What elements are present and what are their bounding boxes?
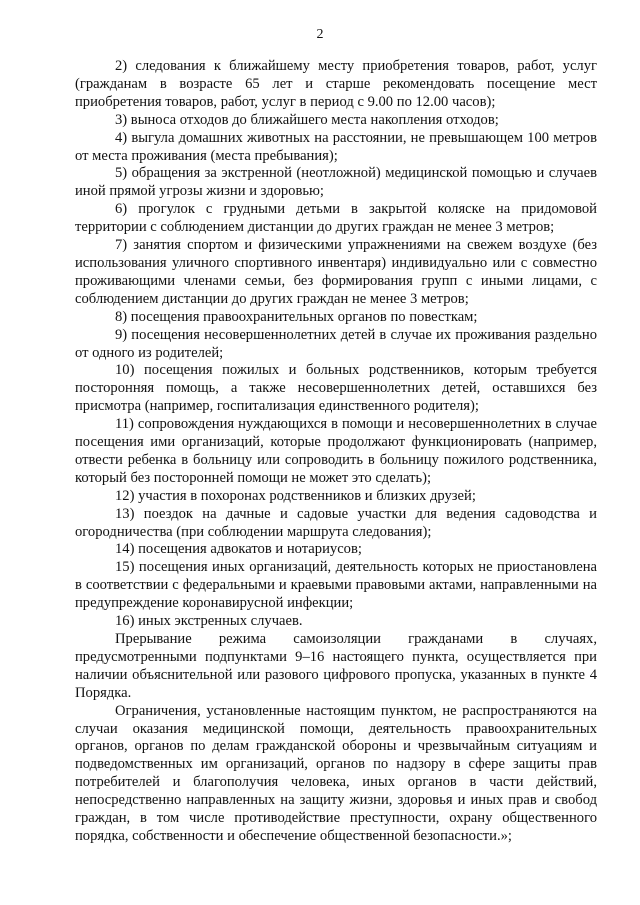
paragraph-item-10: 10) посещения пожилых и больных родственников, которым требуется посторонняя помощь, а также несовершеннолетних детей, оставшихся без присмотра (например, госпитализация единственного родителя);	[75, 362, 597, 415]
paragraph-item-7: 7) занятия спортом и физическими упражнениями на свежем воздухе (без использования уличного спортивного инвентаря) индивидуально или с совместно проживающими членами семьи, без формирования групп с иными лицами, с соблюдением дистанции до других граждан не менее 3 метров;	[75, 237, 597, 307]
paragraph-interruption-clause: Прерывание режима самоизоляции гражданами в случаях, предусмотренными подпунктами 9–16 настоящего пункта, осуществляется при наличии объяснительной или разового цифрового пропуска, указанных в пункте 4 Порядка.	[75, 631, 597, 701]
paragraph-item-14: 14) посещения адвокатов и нотариусов;	[115, 541, 362, 558]
paragraph-item-5: 5) обращения за экстренной (неотложной) медицинской помощью и случаев иной прямой угрозы жизни и здоровью;	[75, 165, 597, 200]
paragraph-item-13: 13) поездок на дачные и садовые участки для ведения садоводства и огородничества (при соблюдении маршрута следования);	[75, 505, 597, 540]
paragraph-restrictions-clause: Ограничения, установленные настоящим пунктом, не распространяются на случаи оказания медицинской помощи, деятельность правоохранительных органов, органов по делам гражданской обороны и чрезвычайным ситуациям и подведомственных им организаций, органов по надзору в сфере защиты прав потребителей и благополучия человека, иных органов в части действий, непосредственно направленных на защиту жизни, здоровья и иных прав и свобод граждан, в том числе противодействие преступности, охрану общественного порядка, собственности и обеспечение общественной безопасности.»;	[75, 702, 597, 844]
paragraph-item-2: 2) следования к ближайшему месту приобретения товаров, работ, услуг (гражданам в возрасте 65 лет и старше рекомендовать посещение мест приобретения товаров, работ, услуг в период с 9.00 по 12.00 часов);	[75, 58, 597, 110]
paragraph-item-8: 8) посещения правоохранительных органов по повесткам;	[115, 308, 478, 325]
paragraph-item-12: 12) участия в похоронах родственников и близких друзей;	[115, 487, 476, 504]
page-number: 2	[316, 27, 324, 42]
document-body	[75, 58, 597, 846]
paragraph-item-4: 4) выгула домашних животных на расстоянии, не превышающем 100 метров от места проживания (места пребывания);	[75, 129, 597, 164]
paragraph-item-16: 16) иных экстренных случаев.	[115, 613, 303, 630]
paragraph-item-3: 3) выноса отходов до ближайшего места накопления отходов;	[115, 111, 499, 128]
paragraph-item-15: 15) посещения иных организаций, деятельность которых не приостановлена в соответствии с федеральными и краевыми правовыми актами, направленными на предупреждение коронавирусной инфекции;	[75, 559, 597, 612]
paragraph-item-9: 9) посещения несовершеннолетних детей в случае их проживания раздельно от одного из родителей;	[75, 326, 597, 361]
paragraph-item-11: 11) сопровождения нуждающихся в помощи и несовершеннолетних в случае посещения ими организаций, которые продолжают функционировать (например, отвести ребенка в больницу или сопроводить в больницу пожилого родственника, который без посторонней помощи не может это сделать);	[75, 416, 597, 486]
paragraph-item-6: 6) прогулок с грудными детьми в закрытой коляске на придомовой территории с соблюдением дистанции до других граждан не менее 3 метров;	[75, 201, 597, 236]
